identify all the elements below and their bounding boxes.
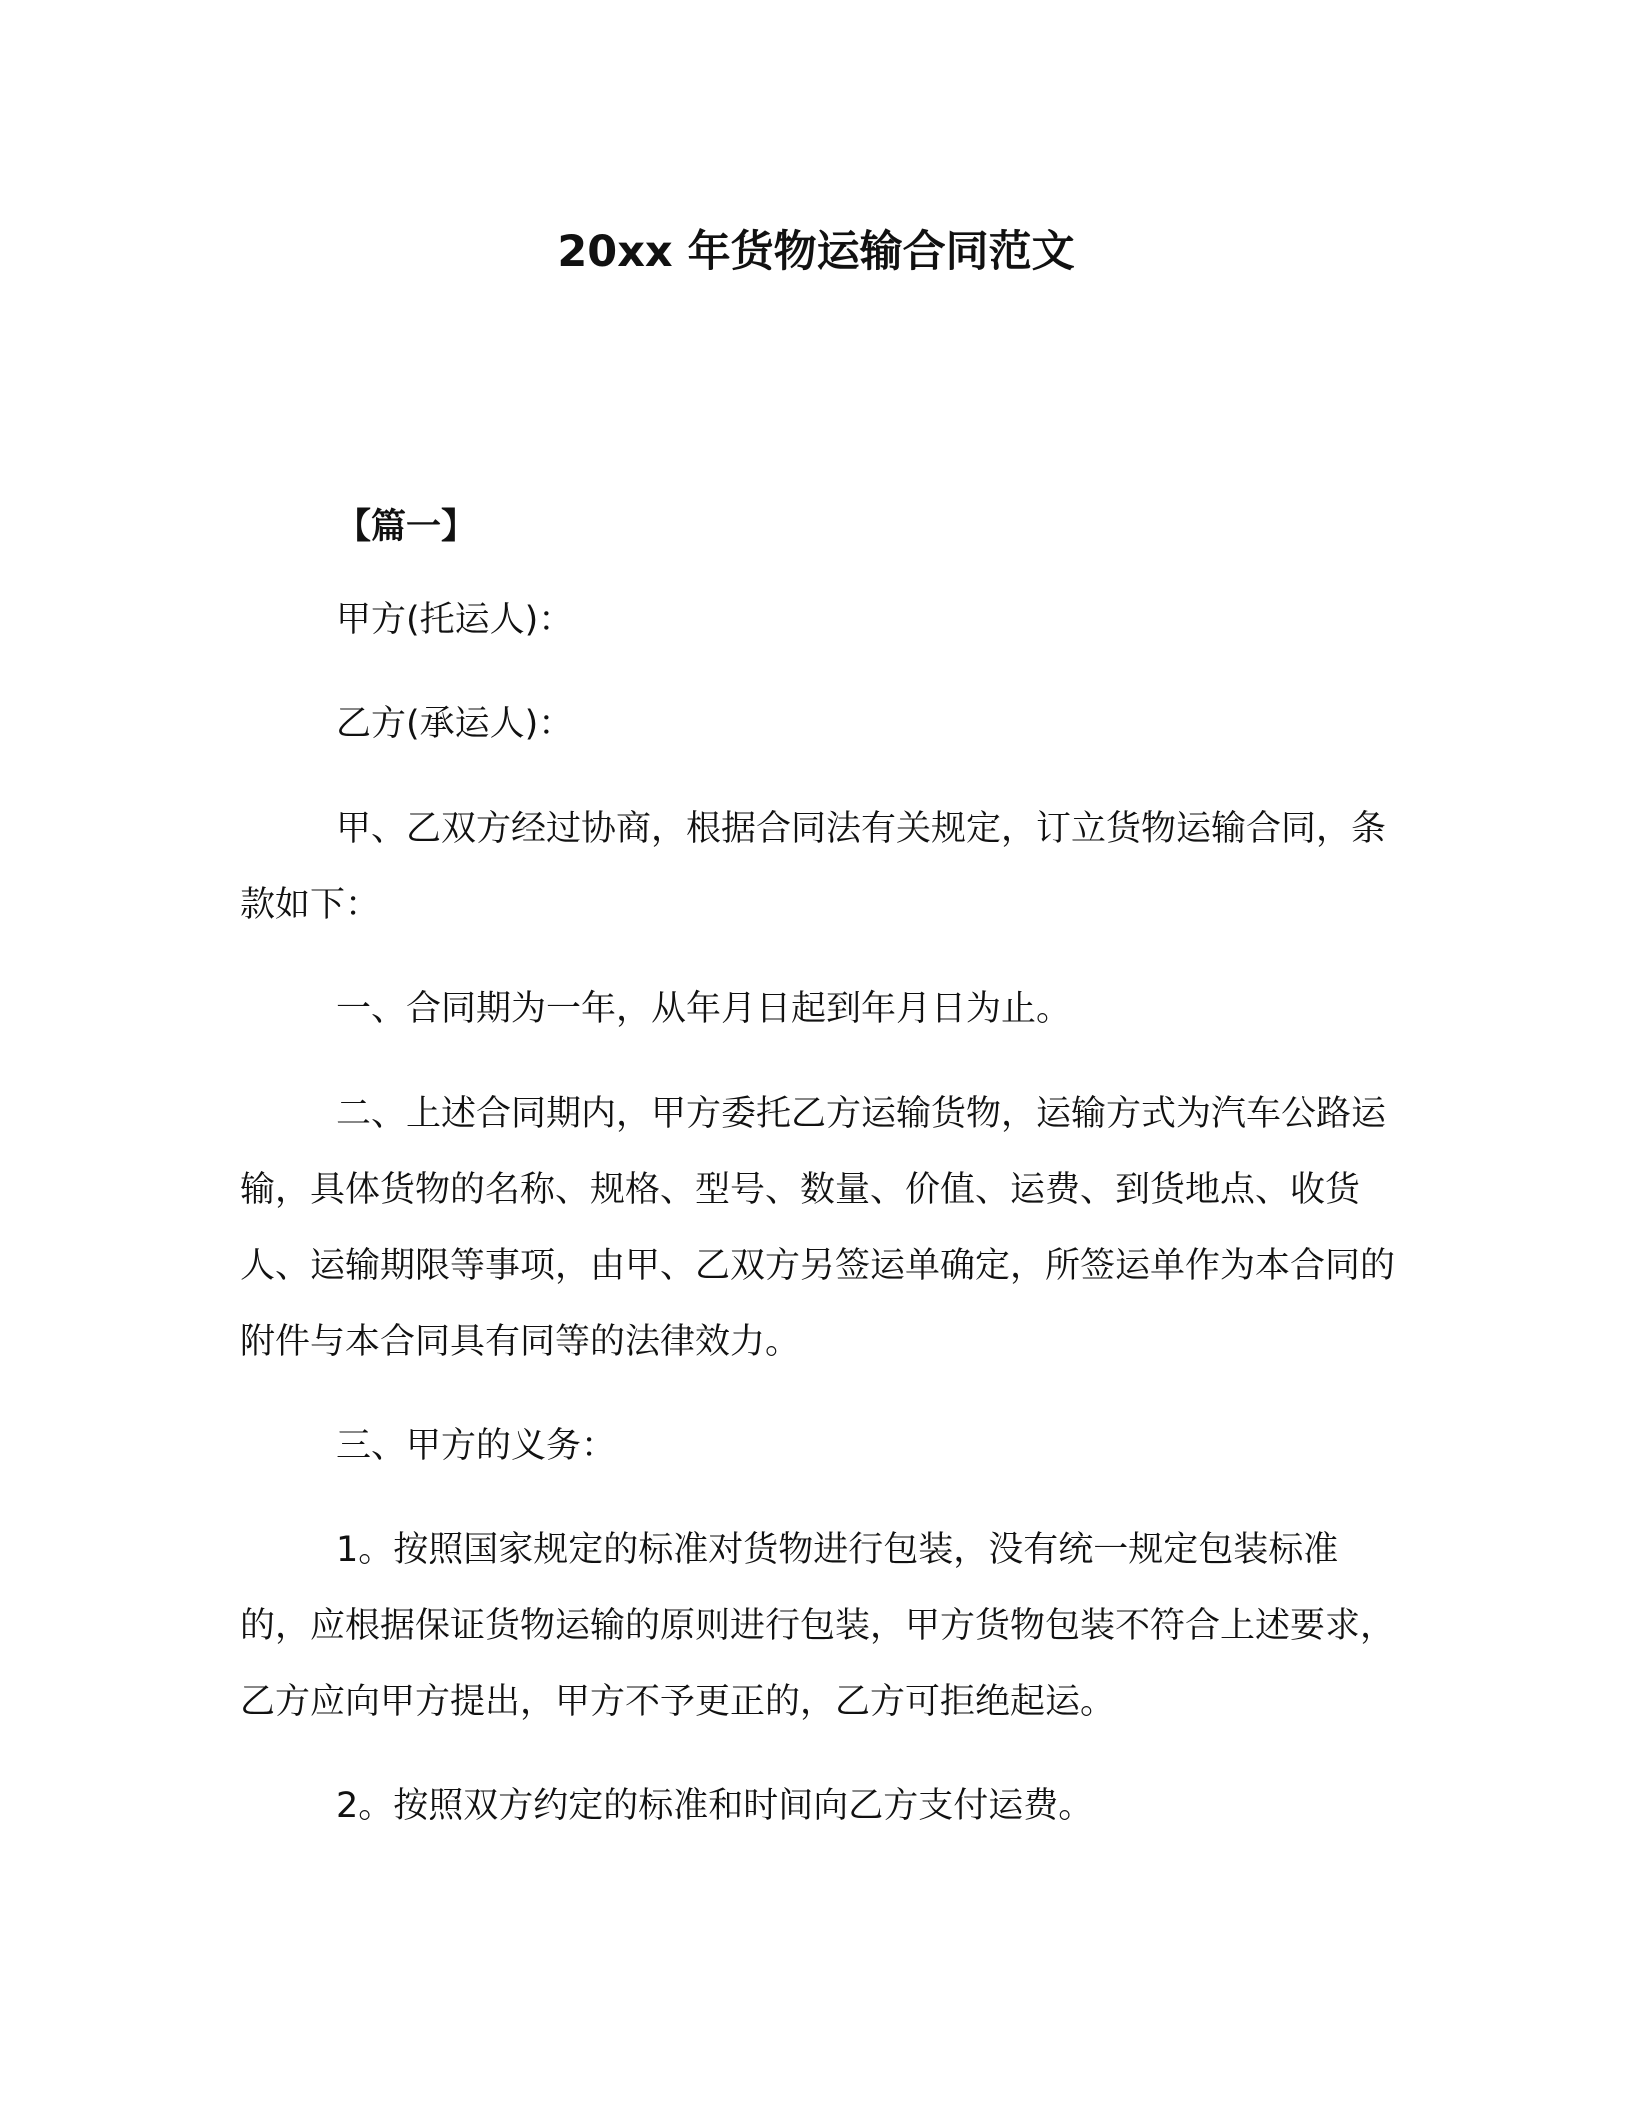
paragraph-item-2: 2。按照双方约定的标准和时间向乙方支付运费。 bbox=[336, 1786, 1094, 1826]
document-title: 20xx 年货物运输合同范文 bbox=[557, 227, 1075, 277]
paragraph-intro: 甲、乙双方经过协商，根据合同法有关规定，订立货物运输合同，条款如下： bbox=[240, 809, 1387, 925]
paragraph-clause-2: 二、上述合同期内，甲方委托乙方运输货物，运输方式为汽车公路运输，具体货物的名称、规格、型号、数量、价值、运费、到货地点、收货人、运输期限等事项，由甲、乙双方另签运单确定，所签运单作为本合同的附件与本合同具有同等的法律效力。 bbox=[240, 1094, 1396, 1362]
paragraph-clause-1: 一、合同期为一年，从年月日起到年月日为止。 bbox=[336, 989, 1072, 1029]
section-label: 【篇一】 bbox=[336, 507, 477, 547]
paragraph-party-a: 甲方(托运人)： bbox=[336, 600, 574, 640]
paragraph-party-b: 乙方(承运人)： bbox=[336, 704, 574, 744]
paragraph-clause-3-heading: 三、甲方的义务： bbox=[336, 1426, 617, 1466]
paragraph-item-1: 1。按照国家规定的标准对货物进行包装，没有统一规定包装标准的，应根据保证货物运输的原则进行包装，甲方货物包装不符合上述要求，乙方应向甲方提出，甲方不予更正的，乙方可拒绝起运。 bbox=[240, 1530, 1396, 1722]
